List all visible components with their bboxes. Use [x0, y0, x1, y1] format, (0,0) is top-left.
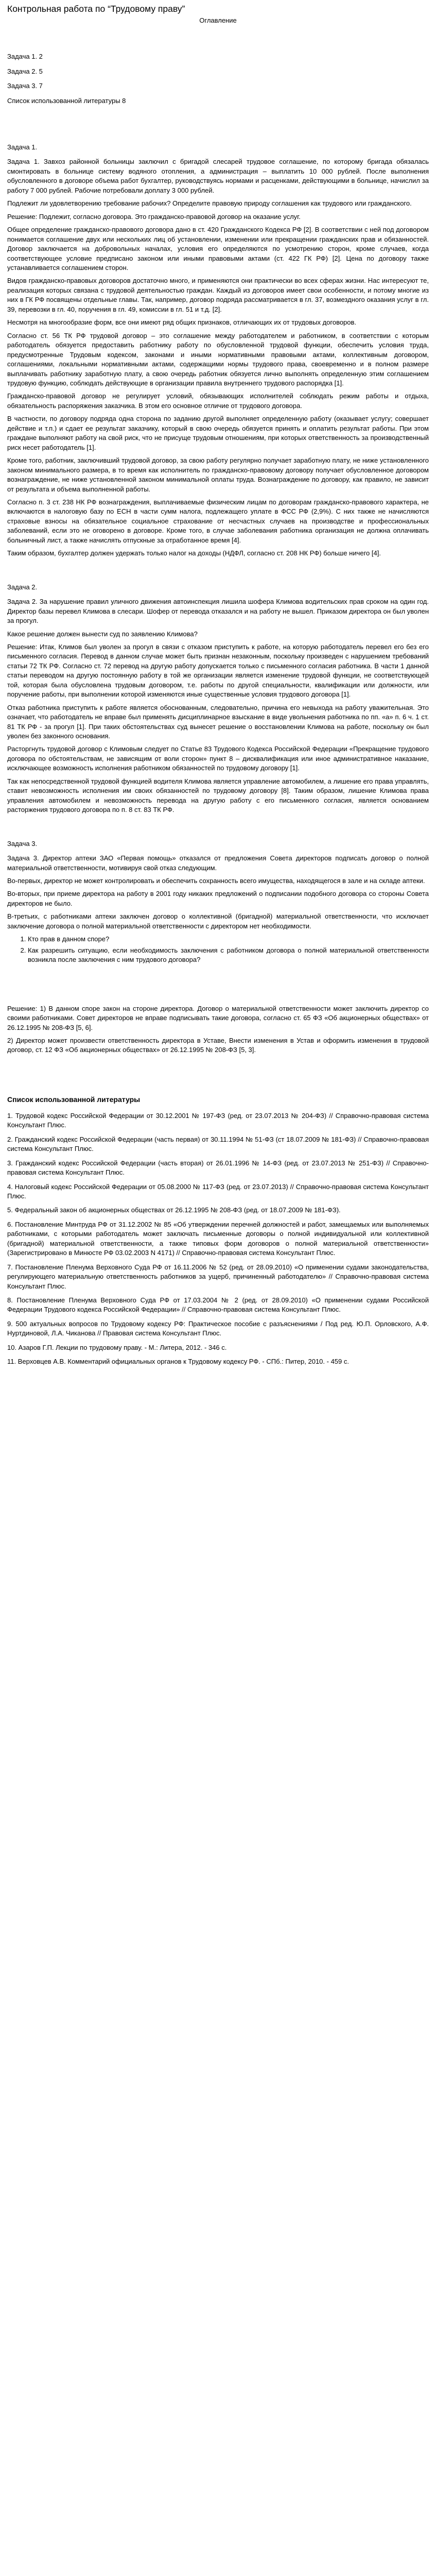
task2-paragraph: Отказ работника приступить к работе является обоснованным, следовательно, причина его невыхода на работу уважительная. Это означает, что работодатель не вправе был применять дисциплинарное взыскание в виде увольнения работника по пп. «а» п. 6 ч. 1 ст. 81 ТК РФ - за прогул [1]. При таких обстоятельствах суд вынесет решение о восстановлении Климова на работе, поскольку он был уволен без законного основания.: [7, 703, 429, 740]
toc-heading: Оглавление: [199, 16, 237, 24]
task2-section: [7, 583, 429, 815]
task1-paragraph: Общее определение гражданско-правового договора дано в ст. 420 Гражданского Кодекса РФ [2]. В соответствии с ней под договором понимается соглашение двух или нескольких лиц об установлении, изменении или прекращении гражданских прав и обязанностей. Договор заключается на добровольных началах, условия его определяются по усмотрению сторон, кроме случаев, когда соответствующее условие предписано законом или иными правовыми актами (ст. 422 ГК РФ) [2]. Цена по договору также устанавливается соглашением сторон.: [7, 226, 429, 272]
reference-item: 2. Гражданский кодекс Российской Федерации (часть первая) от 30.11.1994 № 51-ФЗ (ст 18.07.2009 № 181-ФЗ) // Справочно-правовая система Консультант Плюс.: [7, 1135, 429, 1153]
table-of-contents: [7, 52, 429, 106]
task3-paragraph: Во-вторых, при приеме директора на работу в 2001 году никаких предложений о подписании подобного договора со стороны Совета директоров не было.: [7, 890, 429, 907]
task3-section: [7, 839, 429, 1055]
task1-paragraph: Гражданско-правовой договор не регулирует условий, обязывающих исполнителей соблюдать режим работы и отдыха, обязательность распоряжения заказчика. В этом его основное отличие от трудового договора.: [7, 392, 429, 410]
task3-heading: Задача 3.: [7, 839, 38, 848]
task3-question: 2. Как разрешить ситуацию, если необходимость заключения с работником договора о полной материальной ответственности возникла после заключения с ним трудового договора?: [28, 946, 429, 965]
toc-item-task3[interactable]: Задача 3. 7: [7, 82, 43, 90]
task3-paragraph: Во-первых, директор не может контролировать и обеспечить сохранность всего имущества, находящегося в зале и на складе аптеки.: [7, 877, 425, 885]
task1-paragraph: В частности, по договору подряда одна сторона по заданию другой выполняет определенную работу (оказывает услугу; совершает действие и т.п.) и сдает ее результат заказчику, который в свою очередь обязуется принять и оплатить результат работы. При этом граждане выполняют работу на свой риск, что не присуще трудовым отношениям, при которых ответственность за производственный риск несет работодатель [1].: [7, 415, 429, 451]
reference-item: 11. Верховцев А.В. Комментарий официальных органов к Трудовому кодексу РФ. - СПб.: Питер, 2010. - 459 с.: [7, 1358, 349, 1366]
task2-paragraph: Расторгнуть трудовой договор с Климовым следует по Статье 83 Трудового Кодекса Российской Федерации «Прекращение трудового договора по обстоятельствам, не зависящим от воли сторон» пункт 8 – дисквалификация или иное административное наказание, исключающее возможность исполнения работником обязанностей по трудовому договору [1].: [7, 745, 429, 772]
reference-item: 10. Азаров Г.П. Лекции по трудовому праву. - М.: Литера, 2012. - 346 с.: [7, 1343, 227, 1351]
task1-paragraph: Видов гражданско-правовых договоров достаточно много, и применяются они практически во всех сферах жизни. Нас интересуют те, реализация которых связана с трудовой деятельностью граждан. Каждый из договоров имеет свои особенности, и потому многие из них в ГК РФ посвящены отдельные главы. Так, например, договор подряда рассматривается в гл. 37, возмездного оказания услуг в гл. 39, перевозки в гл. 40, поручения в гл. 49, комиссии в гл. 51 и т.д. [2].: [7, 277, 429, 313]
task3-solution: Решение: 1) В данном споре закон на стороне директора. Договор о материальной ответственности может заключить директор со своими работниками. Совет директоров не вправе подписывать такие договора, согласно ст. 65 ФЗ «Об акционерных обществах» от 26.12.1995 № 208-ФЗ [5, 6].: [7, 1004, 429, 1031]
reference-item: 7. Постановление Пленума Верховного Суда РФ от 16.11.2006 № 52 (ред. от 28.09.2010) «О применении судами законодательства, регулирующего материальную ответственность работников за ущерб, причиненный работодателю» // Справочно-правовая система Консультант Плюс.: [7, 1263, 429, 1290]
reference-item: 9. 500 актуальных вопросов по Трудовому кодексу РФ: Практическое пособие с разъяснениями / Под ред. Ю.П. Орловского, А.Ф. Нуртдиновой, Л.А. Чиканова // Правовая система Консультант Плюс.: [7, 1319, 429, 1337]
reference-item: 4. Налоговый кодекс Российской Федерации от 05.08.2000 № 117-ФЗ (ред. от 23.07.2013) // Справочно-правовая система Консультант Плюс.: [7, 1182, 429, 1200]
references-list: [7, 1111, 429, 1367]
task2-paragraph: Задача 2. За нарушение правил уличного движения автоинспекция лишила шофера Климова водительских прав сроком на один год. Директор базы перевел Климова в слесари. Шофер от перевода отказался и на работу не вышел. Приказом директора он был уволен за прогул.: [7, 598, 429, 625]
toc-item-task1[interactable]: Задача 1. 2: [7, 53, 43, 61]
task3-paragraph: В-третьих, с работниками аптеки заключен договор о коллективной (бригадной) материальной ответственности, что исключает заключение договора о полной материальной ответственности с директором нет необходимости.: [7, 912, 429, 930]
task3-solution-part2: 2) Директор может произвести ответственность директора в Уставе, Внести изменения в Устав и оформить изменения в трудовой договор, ст. 12 ФЗ «Об акционерных обществах» от 26.12.1995 № 208-ФЗ [5, 3].: [7, 1037, 429, 1054]
references-section: [7, 1095, 429, 1367]
task1-paragraph: Кроме того, работник, заключивший трудовой договор, за свою работу регулярно получает заработную плату, не ниже установленного законом минимального размера, в то время как исполнитель по гражданско-правовому договору получает обусловленное договором вознаграждение, не ниже установленной законом минимальной оплаты труда. Вознаграждение по договору, как правило, не зависит от результата и объема выполненной работы.: [7, 456, 429, 493]
toc-item-references[interactable]: Список использованной литературы 8: [7, 96, 126, 105]
task3-paragraph: Задача 3. Директор аптеки ЗАО «Первая помощь» отказался от предложения Совета директоров подписать договор о полной материальной ответственности, мотивируя свой отказ следующим.: [7, 854, 429, 872]
task3-question: 1. Кто прав в данном споре?: [28, 935, 429, 944]
task1-heading: Задача 1.: [7, 143, 38, 151]
reference-item: 1. Трудовой кодекс Российской Федерации от 30.12.2001 № 197-ФЗ (ред. от 23.07.2013 № 204-ФЗ) // Справочно-правовая система Консультант Плюс.: [7, 1111, 429, 1129]
document-title: Контрольная работа по “Трудовому праву”: [7, 4, 185, 14]
task1-paragraph: Несмотря на многообразие форм, все они имеют ряд общих признаков, отличающих их от трудовых договоров.: [7, 318, 357, 327]
task2-heading: Задача 2.: [7, 583, 38, 591]
toc-item-task2[interactable]: Задача 2. 5: [7, 67, 43, 75]
task1-section: [7, 143, 429, 558]
references-heading: Список использованной литературы: [7, 1095, 141, 1104]
task1-paragraph: Подлежит ли удовлетворению требование рабочих? Определите правовую природу соглашения как трудового или гражданского.: [7, 199, 412, 208]
task1-paragraph: Согласно ст. 56 ТК РФ трудовой договор – это соглашение между работодателем и работником, в соответствии с которым работодатель обязуется предоставить работнику работу по обусловленной трудовой функции, обеспечить условия труда, предусмотренные Трудовым кодексом, законами и иными нормативными правовыми актами, коллективным договором, соглашениями, локальными нормативными актами, содержащими нормы трудового права, своевременно и в полном размере выплачивать работнику заработную плату, а свою очередь работник обязуется лично выполнять определенную этим соглашением трудовую функцию, соблюдать действующие в организации правила внутреннего трудового распорядка [1].: [7, 331, 429, 387]
task1-paragraph: Таким образом, бухгалтер должен удержать только налог на доходы (НДФЛ, согласно ст. 208 НК РФ) больше ничего [4].: [7, 549, 381, 557]
task2-paragraph: Так как непосредственной трудовой функцией водителя Климова является управление автомобилем, а лишение его права управлять, ставит невозможность исполнения им своих обязанностей по трудовому договору [8]. Таким образом, лишение Климова права управления автомобилем и невозможность перевода на другую работу с его письменного согласия, является основанием расторжения трудового договора по п. 8 ст. 83 ТК РФ.: [7, 777, 429, 814]
reference-item: 5. Федеральный закон об акционерных обществах от 26.12.1995 № 208-ФЗ (ред. от 18.07.2009 № 181-ФЗ).: [7, 1206, 341, 1214]
task3-questions: [7, 935, 429, 964]
reference-item: 3. Гражданский кодекс Российской Федерации (часть вторая) от 26.01.1996 № 14-ФЗ (ред. от 23.07.2013 № 251-ФЗ) // Справочно-правовая система Консультант Плюс.: [7, 1159, 429, 1177]
task1-paragraph: Задача 1. Завхоз районной больницы заключил с бригадой слесарей трудовое соглашение, по которому бригада обязалась смонтировать в больнице систему водяного отопления, а администрация – выплатить 10 000 рублей. После выполнения обусловленного в договоре объема работ бухгалтер, руководствуясь нормами и расценками, действующими в больнице, начислил за работу 7 000 рублей. Рабочие потребовали доплату 3 000 рублей.: [7, 158, 429, 194]
reference-item: 6. Постановление Минтруда РФ от 31.12.2002 № 85 «Об утверждении перечней должностей и работ, замещаемых или выполняемых работниками, с которыми работодатель может заключать письменные договоры о полной индивидуальной или коллективной (бригадной) материальной ответственности, а также типовых форм договоров о полной материальной ответственности» (Зарегистрировано в Минюсте РФ 03.02.2003 N 4171) // Справочно-правовая система Консультант Плюс.: [7, 1220, 429, 1257]
task1-paragraph: Согласно п. 3 ст. 238 НК РФ вознаграждения, выплачиваемые физическим лицам по договорам гражданско-правового характера, не включаются в налоговую базу по ЕСН в части сумм налога, подлежащего уплате в ФСС РФ (2,9%). С них также не начисляются страховые взносы на обязательное социальное страхование от несчастных случаев на производстве и профессиональных заболеваний, если это не оговорено в договоре. Кроме того, в случае заболевания работника организация не должна оплачивать больничный лист, а также начислять отпускные за отработанное время [4].: [7, 498, 429, 544]
reference-item: 8. Постановление Пленума Верховного Суда РФ от 17.03.2004 № 2 (ред. от 28.09.2010) «О применении судами Российской Федерации Трудового кодекса Российской Федерации» // Справочно-правовая система Консультант Плюс.: [7, 1296, 429, 1314]
task2-paragraph: Какое решение должен вынести суд по заявлению Климова?: [7, 630, 198, 638]
task1-paragraph: Решение: Подлежит, согласно договора. Это гражданско-правовой договор на оказание услуг.: [7, 212, 301, 221]
task2-paragraph: Решение: Итак, Климов был уволен за прогул в связи с отказом приступить к работе, на которую работодатель перевел его без его письменного согласия. Перевод в данном случае может быть признан незаконным, поскольку произведен с нарушением требований статьи 72 ТК РФ. Согласно ст. 72 перевод на другую работу допускается только с письменного согласия работника. В части 1 данной статьи переводом на другую постоянную работу в той же организации является изменение трудовой функции, не соответствующей той, которая была обусловлена трудовым договором, т.е. работы по другой специальности, квалификации или должности, или поручение работы, при выполнении которой изменяются иные существенные условия трудового договора [1].: [7, 642, 429, 699]
